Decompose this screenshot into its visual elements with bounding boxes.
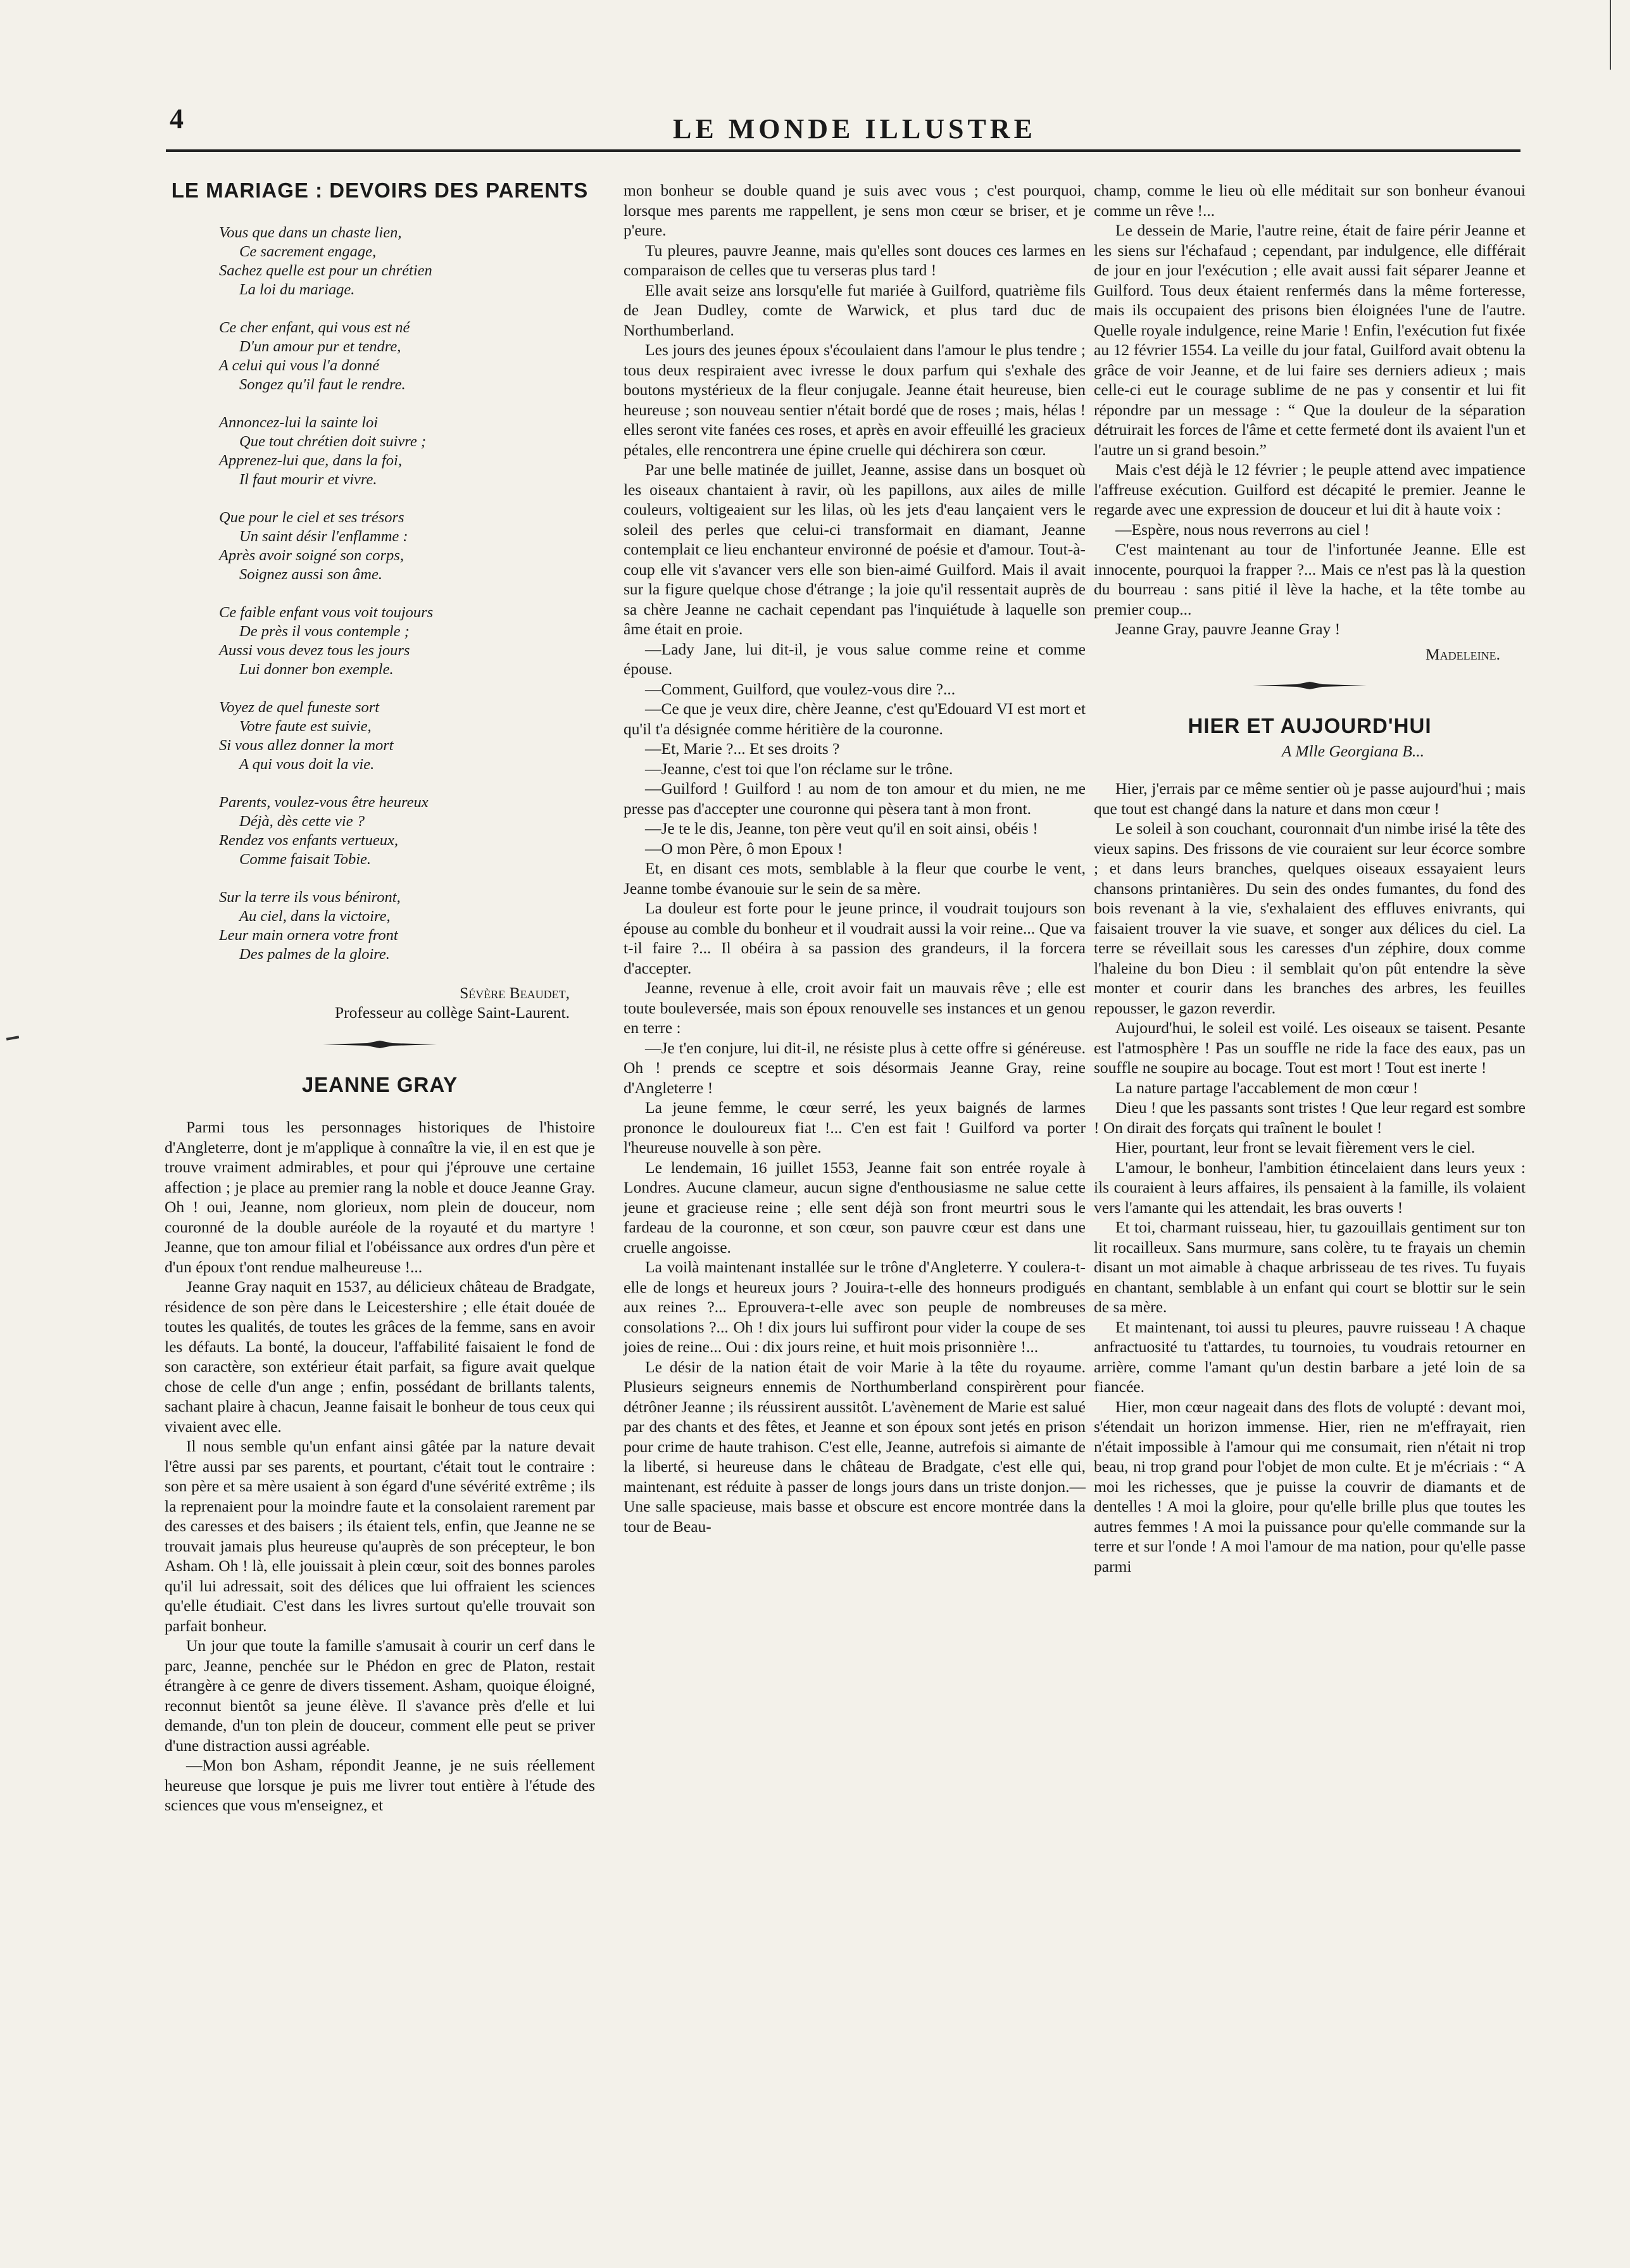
paragraph: —Jeanne, c'est toi que l'on réclame sur le trône. — [645, 759, 953, 778]
header-rule — [166, 149, 1520, 152]
paragraph: Jeanne Gray, pauvre Jeanne Gray ! — [1115, 620, 1341, 638]
paragraph: —Comment, Guilford, que voulez-vous dire ?... — [645, 679, 956, 698]
column-3 — [1094, 180, 1526, 1576]
poem-author: Sévère Beaudet, — [460, 983, 570, 1002]
paragraph: La douleur est forte pour le jeune prince, il voudrait toujours son épouse au comble du bonheur et il voudrait aussi la voir reine... Que va t-il faire ?... Il obéira à sa passion des grandeurs, il la forcera d'accepter. — [624, 899, 1086, 977]
paragraph: Par une belle matinée de juillet, Jeanne, assise dans un bosquet où les oiseaux chantaient à ravir, où les papillons, aux ailes de mille couleurs, voltigeaient sur les lilas, où les jets d'eau lançaient vers le soleil des perles que celui-ci transformait en diamant, Jeanne contemplait ce lieu enchanteur environné de poésie et d'amour. Tout-à-coup elle vit s'avancer vers elle son bien-aimé Guilford. Mais il avait sur la figure quelque chose d'étrange ; la joie qu'il ressentait auprès de sa chère Jeanne ne cachait cependant pas l'inquiétude à laquelle son âme était en proie. — [624, 460, 1086, 638]
poem-line: A celui qui vous l'a donné — [219, 356, 380, 374]
paragraph: Et toi, charmant ruisseau, hier, tu gazouillais gentiment sur ton lit rocailleux. Sans murmure, sans colère, tu te frayais un chemin disant un mot aimable à chaque arbrisseau de tes rives. Tu fuyais en chantant, semblable à un enfant qui court se blottir sur le sein de sa mère. — [1094, 1218, 1526, 1316]
paragraph: Et, en disant ces mots, semblable à la fleur que courbe le vent, Jeanne tombe évanouie sur le sein de sa mère. — [624, 859, 1086, 898]
paragraph: La voilà maintenant installée sur le trône d'Angleterre. Y coulera-t-elle de longs et heureux jours ? Jouira-t-elle des honneurs prodigués aux reines ?... Eprouvera-t-elle avec son peuple de nombreuses consolations ?... Oh ! dix jours lui suffiront pour vider la coupe de ses joies de reine... Oui : dix jours reine, et huit mois prisonnière !... — [624, 1258, 1086, 1356]
poem-line: Lui donner bon exemple. — [239, 660, 394, 678]
poem-line: De près il vous contemple ; — [239, 622, 410, 640]
paragraph: —Je te le dis, Jeanne, ton père veut qu'il en soit ainsi, obéis ! — [645, 819, 1038, 837]
poem-stanza — [219, 888, 595, 964]
poem-line: Parents, voulez-vous être heureux — [219, 793, 429, 811]
poem-line: Songez qu'il faut le rendre. — [239, 375, 406, 393]
paragraph: Elle avait seize ans lorsqu'elle fut mariée à Guilford, quatrième fils de Jean Dudley, comte de Warwick, et plus tard duc de Northumberland. — [624, 280, 1086, 339]
poem-line: Si vous allez donner la mort — [219, 736, 394, 754]
margin-mark — [6, 1036, 19, 1040]
paragraph: Dieu ! que les passants sont tristes ! Que leur regard est sombre ! On dirait des forçats qui traînent le boulet ! — [1094, 1098, 1526, 1137]
column-2 — [624, 180, 1086, 1536]
fleuron-divider-icon — [323, 1039, 437, 1049]
poem-line: A qui vous doit la vie. — [239, 755, 375, 773]
paragraph: Jeanne, revenue à elle, croit avoir fait un mauvais rêve ; elle est toute bouleversée, mais son époux renouvelle ses instances et un genou en terre : — [624, 979, 1086, 1037]
poem-title: LE MARIAGE : DEVOIRS DES PARENTS — [171, 179, 589, 202]
poem-line: Voyez de quel funeste sort — [219, 698, 380, 716]
jeanne-text-col3 — [1094, 220, 1526, 639]
poem-stanza — [219, 318, 595, 394]
paragraph: Un jour que toute la famille s'amusait à courir un cerf dans le parc, Jeanne, penchée sur le Phédon en grec de Platon, restait étrangère à ce genre de divers tissement. Asham, quoique éloigné, reconnut bientôt sa jeune élève. Il s'avance près d'elle et lui demande, d'un ton plein de douceur, comment elle peut se priver d'une distraction aussi agréable. — [165, 1636, 595, 1755]
poem-line: Aussi vous devez tous les jours — [219, 641, 410, 659]
paragraph: —Lady Jane, lui dit-il, je vous salue comme reine et comme épouse. — [624, 639, 1086, 678]
fleuron-divider-icon — [1253, 680, 1367, 691]
poem-line: Après avoir soigné son corps, — [219, 546, 404, 564]
poem-stanza — [219, 413, 595, 489]
paragraph: —Et, Marie ?... Et ses droits ? — [645, 739, 840, 758]
poem-line: La loi du mariage. — [239, 280, 355, 298]
jeanne-continuation-col3: champ, comme le lieu où elle méditait sur son bonheur évanoui comme un rêve !... — [1094, 181, 1526, 220]
paragraph: —Mon bon Asham, répondit Jeanne, je ne suis réellement heureuse que lorsque je puis me livrer tout entière à l'étude des sciences que vous m'enseignez, et — [165, 1756, 595, 1814]
paragraph: Tu pleures, pauvre Jeanne, mais qu'elles sont douces ces larmes en comparaison de celles que tu verseras plus tard ! — [624, 241, 1086, 279]
poem-line: Il faut mourir et vivre. — [239, 470, 377, 488]
poem-line: Des palmes de la gloire. — [239, 945, 390, 963]
page-edge-rule — [1610, 0, 1611, 70]
poem-line: Au ciel, dans la victoire, — [239, 907, 391, 925]
paragraph: —Guilford ! Guilford ! au nom de ton amour et du mien, ne me presse pas d'accepter une couronne qui pèsera tant à mon front. — [624, 779, 1086, 818]
jeanne-text-col2 — [624, 241, 1086, 1537]
paragraph: Hier, pourtant, leur front se levait fièrement vers le ciel. — [1115, 1138, 1476, 1156]
paragraph: Le lendemain, 16 juillet 1553, Jeanne fait son entrée royale à Londres. Aucune clameur, aucun signe d'enthousiasme ne salue cette jeune et gracieuse reine ; elle sent déjà son front meurtri sous le fardeau de la couronne, et son cœur, son pauvre cœur est dans une cruelle angoisse. — [624, 1158, 1086, 1256]
paragraph: Hier, j'errais par ce même sentier où je passe aujourd'hui ; mais que tout est changé dans la nature et dans mon cœur ! — [1094, 779, 1526, 818]
paragraph: Hier, mon cœur nageait dans des flots de volupté : devant moi, s'étendait un horizon immense. Hier, rien ne m'effrayait, rien n'était impossible à l'amour qui me consumait, rien n'était ni trop beau, ni trop grand pour l'objet de mon culte. Et je m'écriais : “ A moi les richesses, que je puisse la couvrir de diamants et de dentelles ! A moi la gloire, pour qu'elle brille plus que toutes les autres femmes ! A moi la puissance pour qu'elle commande sur la terre et sur l'onde ! A moi l'amour de ma nation, pour qu'elle passe parmi — [1094, 1397, 1526, 1576]
paragraph: Les jours des jeunes époux s'écoulaient dans l'amour le plus tendre ; tous deux respiraient avec ivresse le doux parfum qui s'exhale des boutons mystérieux de la fleur conjugale. Jeanne était heureuse, bien heureuse ; son nouveau sentier n'était bordé que de roses ; mais, hélas ! elles seront vite fanées ces roses, et après en avoir effeuillé les gracieux pétales, elle rencontrera une épine cruelle qui déchirera son cœur. — [624, 341, 1086, 459]
poem-line: Sachez quelle est pour un chrétien — [219, 261, 432, 279]
poem-line: Déjà, dès cette vie ? — [239, 812, 365, 830]
jeanne-text-col1 — [165, 1117, 595, 1815]
hier-text — [1094, 779, 1526, 1576]
poem-line: Annoncez-lui la sainte loi — [219, 413, 379, 431]
poem-line: Votre faute est suivie, — [239, 717, 372, 735]
paragraph: —O mon Père, ô mon Epoux ! — [645, 839, 843, 858]
poem-line: Un saint désir l'enflamme : — [239, 527, 408, 545]
paragraph: Le désir de la nation était de voir Marie à la tête du royaume. Plusieurs seigneurs ennemis de Northumberland conspirèrent pour détrôner Jeanne ; ils réussirent aussitôt. L'avènement de Marie est salué par des chants et des fêtes, et Jeanne et son époux sont jetés en prison pour crime de haute trahison. C'est elle, Jeanne, autrefois si aimante de la liberté, si heureuse dans le château de Bradgate, c'est elle qui, maintenant, est réduite à passer de longs jours dans un triste donjon.—Une salle spacieuse, mais basse et obscure est encore montrée dans la tour de Beau- — [624, 1357, 1086, 1536]
poem-line: D'un amour pur et tendre, — [239, 337, 401, 355]
paragraph: Mais c'est déjà le 12 février ; le peuple attend avec impatience l'affreuse exécution. Guilford est décapité le premier. Jeanne le regarde avec une expression de douceur et lui dit à haute voix : — [1094, 460, 1526, 518]
poem-line: Ce sacrement engage, — [239, 242, 377, 260]
poem-line: Vous que dans un chaste lien, — [219, 223, 402, 241]
paragraph: L'amour, le bonheur, l'ambition étincelaient dans leurs yeux : ils couraient à leurs affaires, ils pensaient à la famille, ils volaient vers l'amante qui les attendait, les bras ouverts ! — [1094, 1158, 1526, 1217]
poem-line: Sur la terre ils vous béniront, — [219, 888, 401, 906]
paragraph: Le dessein de Marie, l'autre reine, était de faire périr Jeanne et les siens sur l'échafaud ; cependant, par indulgence, elle différait de jour en jour l'exécution ; elle avait aussi fait séparer Jeanne et Guilford. Tous deux étaient renfermés dans la même forteresse, mais ils occupaient des prisons bien éloignées l'une de l'autre. Quelle royale indulgence, reine Marie ! Enfin, l'exécution fut fixée au 12 février 1554. La veille du jour fatal, Guilford avait obtenu la grâce de voir Jeanne, et de lui faire ses derniers adieux ; mais celle-ci eut le courage sublime de ne pas y consentir et lui fit répondre par un message : “ Que la douleur de la séparation détruirait les forces de l'âme et cette fermeté dont ils avaient l'un et l'autre un si grand besoin.” — [1094, 221, 1526, 459]
paragraph: Parmi tous les personnages historiques de l'histoire d'Angleterre, dont je m'applique à connaître la vie, il en est que je trouve vraiment admirables, et pour qui j'éprouve une certaine affection ; je place au premier rang la noble et douce Jeanne Gray. Oh ! oui, Jeanne, nom glorieux, nom plein de douceur, nom couronné de la double auréole de la royauté et du martyre ! Jeanne, que ton amour filial et l'obéissance aux ordres d'un père et d'un époux t'ont rendue malheureuse !... — [165, 1118, 595, 1276]
paragraph: La nature partage l'accablement de mon cœur ! — [1115, 1078, 1419, 1097]
paragraph: Et maintenant, toi aussi tu pleures, pauvre ruisseau ! A chaque anfractuosité tu t'attardes, tu tournoies, tu voudrais retourner en arrière, comme l'amant qu'un destin barbare a jeté loin de sa fiancée. — [1094, 1317, 1526, 1396]
jeanne-continuation: mon bonheur se double quand je suis avec vous ; c'est pourquoi, lorsque mes parents me rappellent, je sens mon cœur se briser, et je p'eure. — [624, 181, 1086, 239]
poem-line: Comme faisait Tobie. — [239, 850, 372, 868]
poem-line: Ce cher enfant, qui vous est né — [219, 318, 410, 336]
poem-line: Ce faible enfant vous voit toujours — [219, 603, 434, 621]
poem-stanza — [219, 508, 595, 584]
poem-author-title: Professeur au collège Saint-Laurent. — [334, 1003, 570, 1022]
article-title-hier: HIER ET AUJOURD'HUI — [1188, 714, 1432, 737]
paragraph: —Je t'en conjure, lui dit-il, ne résiste plus à cette offre si généreuse. Oh ! prends ce sceptre et sois désormais Jeanne Gray, reine d'Angleterre ! — [624, 1038, 1086, 1097]
page-number: 4 — [170, 103, 184, 134]
poem-stanza — [219, 603, 595, 679]
masthead-title: LE MONDE ILLUSTRE — [673, 113, 1036, 144]
hier-dedication: A Mlle Georgiana B... — [1281, 741, 1424, 760]
poem-line: Leur main ornera votre front — [219, 926, 398, 944]
poem-body — [219, 223, 595, 964]
poem-line: Apprenez-lui que, dans la foi, — [219, 451, 402, 469]
paragraph: Aujourd'hui, le soleil est voilé. Les oiseaux se taisent. Pesante est l'atmosphère ! Pas un souffle ne ride la face des eaux, pas un souffle ne soupire au bocage. Tout est mort ! Tout est inerte ! — [1094, 1018, 1526, 1077]
column-1 — [165, 180, 595, 1815]
paragraph: —Ce que je veux dire, chère Jeanne, c'est qu'Edouard VI est mort et qu'il t'a désignée comme héritière de la couronne. — [624, 699, 1086, 738]
paragraph: C'est maintenant au tour de l'infortunée Jeanne. Elle est innocente, pourquoi la frapper ?... Mais ce n'est pas là la question du bourreau : sans pitié il lève la hache, et la tête tombe au premier coup... — [1094, 540, 1526, 618]
poem-line: Que tout chrétien doit suivre ; — [239, 432, 427, 450]
poem-stanza — [219, 698, 595, 774]
paragraph: Il nous semble qu'un enfant ainsi gâtée par la nature devait l'être aussi par ses parents, et pourtant, c'était tout le contraire : son père et sa mère usaient à son égard d'une sévérité extrême ; ils la reprenaient pour la moindre faute et la consolaient rarement par des caresses et des baisers ; ils étaient tels, enfin, que Jeanne ne se trouvait jamais plus heureuse qu'auprès de son précepteur, le bon Asham. Oh ! là, elle jouissait à plein cœur, soit des bonnes paroles qu'il lui adressait, soit des délices que lui offraient les sciences qu'elle étudiait. C'est dans les livres surtout qu'elle trouvait son parfait bonheur. — [165, 1437, 595, 1635]
paragraph: Le soleil à son couchant, couronnait d'un nimbe irisé la tête des vieux sapins. Des frissons de vie couraient sur leur écorce sombre ; et dans leurs branches, quelques oiseaux essayaient leurs chansons printanières. Du sein des ondes fumantes, du fond des bois revenant à la vie, s'exhalaient des effluves enivrants, qui faisaient trouver la vie suave, et songer aux délices du ciel. La terre se réveillait sous les caresses d'un zéphire, doux comme l'haleine du bon Dieu : il semblait qu'on pût entendre la sève monter et courir dans les branches des arbres, les feuilles repousser, le gazon reverdir. — [1094, 819, 1526, 1017]
poem-line: Que pour le ciel et ses trésors — [219, 508, 404, 526]
poem-stanza — [219, 223, 595, 299]
article-title-jeanne-gray: JEANNE GRAY — [301, 1072, 458, 1096]
paragraph: Jeanne Gray naquit en 1537, au délicieux château de Bradgate, résidence de son père dans le Leicestershire ; elle était douée de toutes les qualités, de toutes les grâces de la femme, sans en avoir les défauts. La bonté, la douceur, l'affabilité faisaient le fond de son caractère, son extérieur était parfait, sa figure avait quelque chose de celle d'un ange ; enfin, possédant de brillants talents, sachant plaire à chacun, Jeanne faisait le bonheur de tous ceux qui vivaient avec elle. — [165, 1277, 595, 1436]
poem-line: Rendez vos enfants vertueux, — [219, 831, 399, 849]
poem-stanza — [219, 793, 595, 869]
paragraph: La jeune femme, le cœur serré, les yeux baignés de larmes prononce le douloureux fiat !... C'en est fait ! Guilford va porter l'heureuse nouvelle à son père. — [624, 1098, 1086, 1156]
poem-line: Soignez aussi son âme. — [239, 565, 382, 583]
jeanne-author: Madeleine. — [1425, 644, 1500, 663]
paragraph: —Espère, nous nous reverrons au ciel ! — [1115, 520, 1370, 539]
